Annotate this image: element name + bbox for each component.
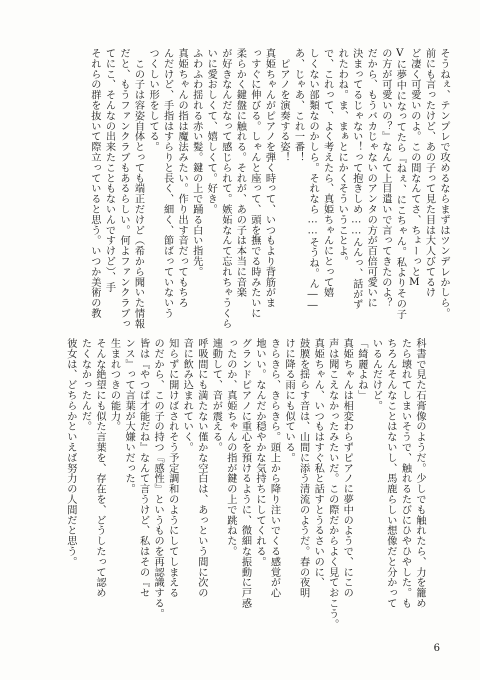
text-line: そうねぇ、テンプレで攻めるならまずはツンデレかしら。 (438, 48, 449, 319)
text-line: んだけど、手指はすらりと長く、細く、節ばっていないう (161, 48, 173, 319)
text-line: ピアノを演奏する姿！ (277, 48, 289, 163)
text-line: それらの群を抜いて際立っていると思う。いつか美術の教 (88, 48, 100, 319)
text-line: たら壊れてしまいそうで、触れるたびにひやひやした。も (399, 338, 411, 609)
text-line: 皆は『やつぱ才能だね』なんて言うけど、私はその『セ (137, 338, 149, 598)
text-line: つくしい形をしてる。 (147, 48, 159, 152)
text-line: 鼓膜を揺らす音は、山間に添う清流のようだ。春の夜明 (297, 338, 309, 598)
text-line: だから、もうバカじゃないのアンタの方が百倍可愛いに (365, 48, 377, 308)
text-line: 生まれつきの能力。 (108, 338, 120, 432)
text-line: 音に飲み込まれていく。 (181, 338, 193, 453)
text-line: の方が可愛いの？』なんて上目遣いで言ってきたのよ？ (379, 48, 391, 308)
text-line: だと、もうファンクラブもあるらしい。何よファンクラブっ (117, 48, 129, 329)
text-line: けに降る雨にも似ている。 (283, 338, 295, 463)
text-line: れたわね。ま、まぁとにかくそういうことよ。 (336, 48, 348, 267)
text-line: 彼女は、どちらかといえば努力の人間だと思う。 (64, 338, 76, 567)
text-line: ふわふわ揺れる赤い髪。鍵の上で踊る白い指先。 (190, 48, 202, 277)
page-number: 6 (433, 643, 440, 654)
text-block-lower (62, 338, 426, 630)
text-line: 声は聞こえなかったみたいだ。この際だからよく見ておこう。 (326, 338, 338, 630)
text-line: 真姫ちゃん、いつもはすぐ私と話すとうるさいのに、 (312, 338, 324, 588)
text-line: ったのか、真姫ちゃんの指が鍵の上で跳ねた。 (224, 338, 236, 557)
text-line: で、これって、よく考えたら、真姫ちゃんにとって嬉 (321, 48, 333, 298)
text-line: そんな絶望にも似た言葉を、存在を、どうしたって認め (93, 338, 105, 598)
text-line: 知らずに開けばされそう予定調和のようにしてしまえる (166, 338, 178, 598)
text-line: 前にも言ったけど、あの子って見た目は大人びてるけ (423, 48, 435, 298)
text-line: きらきら、きらきら。頭上から降り注いでくる感覚が心 (268, 338, 280, 598)
text-line: 連動して、音が震える。 (210, 338, 222, 453)
text-line: 「綺麗よね」 (355, 338, 367, 401)
text-line: グランドピアノに重心を預けるように、微細な振動に戸惑 (239, 338, 251, 609)
text-line: が好きなんだなって感じられて。嫉妬なんて忘れちゃうくら (219, 48, 231, 329)
text-line: ど凄く可愛いのよ。この間なんてさ、ちょーっとM (408, 48, 420, 288)
text-line: いに愛おしくて、嬉しくて。好き。 (205, 48, 217, 215)
text-line: 科書で見た石膏像のようだ。少しでも触れたら、力を籠め (414, 338, 425, 609)
text-line: っすぐに伸びる。しゃんと座って、頭を撫でる時みたいに (248, 48, 260, 319)
text-line: 地いい。なんだか穏やかな気持ちにしてくれる。 (253, 338, 265, 567)
text-line: しくない部類なのかしら。それなら……そうね。ん―― (307, 48, 319, 312)
text-line: のだから、この子の持つ『感性』というものを再認識する。 (152, 338, 164, 619)
text-line: 真姫ちゃんの指は魔法みたい。作り出す音だってもちろ (176, 48, 188, 308)
text-line: ンス』って言葉が大嫌いだった。 (123, 338, 135, 494)
text-block-upper (86, 48, 450, 329)
text-line: てにこ、そんなの出来たこともないんですけど）、手 (103, 48, 115, 293)
text-line: 真姫ちゃんがピアノを弾く時って、いつもより背筋がま (263, 48, 275, 308)
text-line: いるんだけど。 (370, 338, 382, 411)
text-line: ちろんそんなことはないし、馬鹿らしい想像だと分かって (384, 338, 396, 609)
text-line: この子は容姿自体とっても端正だけど（希から聞いた情報 (132, 48, 144, 329)
text-line: 柔らかく鍵盤に触れる。それが、あの子は本当に音楽 (234, 48, 246, 298)
text-line: 真姫ちゃんは相変わらずピアノに夢中のようで、にこの (341, 338, 353, 598)
text-line: たくなかったんだ。 (79, 338, 91, 432)
text-line: あ、じゃあ、これ一番！ (292, 48, 304, 163)
text-line: Vに夢中になってたら『ねぇ、にこちゃん。私よりその子 (394, 48, 406, 320)
text-line: 呼吸間にも満たない僅かな空白は、あっという間に次の (195, 338, 207, 598)
text-line: 決まってるじゃない！って抱きしめ……んんっ、話がず (350, 48, 362, 310)
